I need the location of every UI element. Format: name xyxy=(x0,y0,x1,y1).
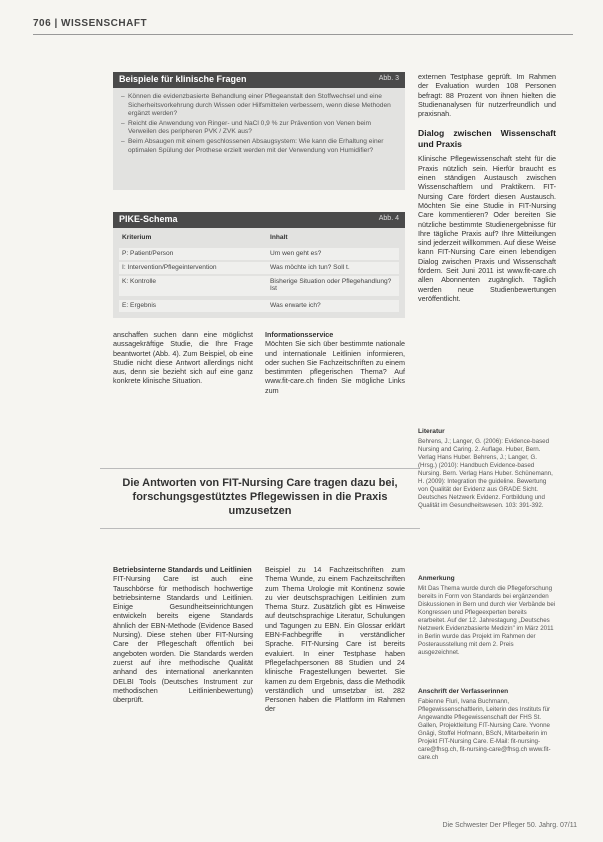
table-row xyxy=(119,300,399,312)
list-item: – Beim Absaugen mit einem geschlossenen Absaugsystem: Wie kann die Erhaltung einer optimalen Spülung der Prothese erzielt werden mit der Verwendung von Humidifier? xyxy=(121,138,397,155)
note-section xyxy=(418,575,556,657)
literature-heading: Literatur xyxy=(418,428,445,435)
literature-section xyxy=(418,428,556,510)
box-header xyxy=(113,72,405,88)
table-row xyxy=(119,262,399,274)
quote-rule-bottom xyxy=(100,528,420,529)
table-row xyxy=(119,276,399,296)
body-text-column-2 xyxy=(265,330,405,395)
box-title: PIKE-Schema xyxy=(119,214,178,224)
column-header: Kriterium xyxy=(122,234,152,241)
table-cell: Bisherige Situation oder Pflegehandlung? Ist xyxy=(270,278,392,292)
clinical-questions-box xyxy=(113,72,405,190)
authors-section xyxy=(418,688,556,762)
body-text-column-1-lower xyxy=(113,565,253,704)
authors-heading: Anschrift der Verfasserinnen xyxy=(418,688,509,695)
subheading: Informationsservice xyxy=(265,330,334,339)
header-rule xyxy=(33,34,573,35)
table-cell: K: Kontrolle xyxy=(122,278,157,285)
section-heading: Dialog zwischen Wissenschaft und Praxis xyxy=(418,128,556,149)
table-cell: I: Intervention/Pflegeintervention xyxy=(122,264,217,271)
paragraph: externen Testphase geprüft. Im Rahmen der Evaluation wurden 108 Personen befragt: 88 Prozent von ihnen hielten die Studienanalysen für nutzerfreundlich und praxisnah. xyxy=(418,72,556,119)
note-heading: Anmerkung xyxy=(418,575,455,582)
pull-quote: Die Antworten von FIT-Nursing Care tragen dazu bei, forschungsgestütztes Pflegewissen in die Praxis umzusetzen xyxy=(122,477,398,517)
subheading: Betriebsinterne Standards und Leitlinien xyxy=(113,565,252,574)
box-header xyxy=(113,212,405,228)
table-cell: E: Ergebnis xyxy=(122,302,157,309)
note-text: Mit Das Thema wurde durch die Pflegeforschung bereits in Form von Standards bei ergänzenden Diskussionen in Bern und durch vier Verbände bei Kongressen und Pflegeexperten bereits erarbeitet. Auf der 12. Jahrestagung „Deutsches Netzwerk Evidenzbasierte Medizin" im März 2011 in Berlin wurde das Projekt im Rahmen der Posterausstellung mit dem 2. Preis ausgezeichnet. xyxy=(418,585,556,656)
section-title: WISSENSCHAFT xyxy=(61,18,148,29)
list-item: – Reicht die Anwendung von Ringer- und NaCl 0,9 % zur Prävention von Venen beim Verweilen des peripheren PVK / ZVK aus? xyxy=(121,120,397,137)
page-footer: Die Schwester Der Pfleger 50. Jahrg. 07/11 xyxy=(442,822,577,829)
column-header: Inhalt xyxy=(270,234,288,241)
page-header: 706 | WISSENSCHAFT xyxy=(33,18,148,29)
table-cell: Was erwarte ich? xyxy=(270,302,321,309)
question-list xyxy=(121,93,397,156)
quote-rule-top xyxy=(100,468,420,469)
body-text-column-1: anschaffen suchen dann eine möglichst aussagekräftige Studie, die Ihre Frage beantwortet (Abb. 4). Zum Beispiel, ob eine Studie nicht diese Antwort allerdings nicht aus, denn sie bezieht sich auf eine ganz konkrete klinische Situation. xyxy=(113,330,253,386)
table-cell: Um wen geht es? xyxy=(270,250,322,257)
table-cell: P: Patient/Person xyxy=(122,250,174,257)
literature-text: Behrens, J.; Langer, G. (2006): Evidence-based Nursing and Caring. 2. Auflage. Huber, Bern. Verlag Hans Huber. Behrens, J.; Langer, G. (Hrsg.) (2010): Handbuch Evidence-based Nursing. Bern. Verlag Hans Huber. Schünemann, H. (2009): Integration the guideline. Bewertung von Qualität der Evidenz aus GRADE Sicht. Deutsches Netzwerk Evidenz. Fortbildung und Qualität im Gesundheitswesen. 103: 391-392. xyxy=(418,438,553,509)
paragraph: Klinische Pflegewissenschaft steht für die Praxis nützlich sein. Hierfür braucht es einen ständigen Austausch zwischen Wissenschaftlern und Praktikern. FIT-Nursing Care fördert diesen Austausch. Möchten Sie eine Studie in FIT-Nursing Care kommentieren? Oder bereiten Sie nützliche bestimmte Studienergebnisse für Ihre tägliche Praxis auf? Ihre Mitteilungen sind jederzeit willkommen. Auf diese Weise kann FIT-Nursing Care einen lebendigen Dialog zwischen Praxis und Wissenschaft fördern. Seit Juni 2011 ist www.fit-care.ch allen Abonnenten zugänglich. Täglich werden neue Studienbewertungen veröffentlicht. xyxy=(418,154,556,303)
box-title: Beispiele für klinische Fragen xyxy=(119,74,247,84)
body-text-column-2-lower: Beispiel zu 14 Fachzeitschriften zum Thema Wunde, zu einem Fachzeitschriften zum Thema Urologie mit Kontinenz sowie zu vier deutschsprachigen Leitlinien zum Thema Sturz. Zusätzlich gibt es Hinweise auf deutschsprachige Literatur, Schulungen und Tagungen zu EBN. Ein Glossar erklärt EBN-Fachbegriffe in verständlicher Sprache. FIT-Nursing Care ist bereits evaluiert. In einer Testphase haben Pflegefachpersonen 88 Studien und 24 klinische Fragestellungen bewertet. Sie kamen zu dem Ergebnis, dass die Methodik verständlich und umsetzbar ist. 282 Personen haben die Plattform im Rahmen der xyxy=(265,565,405,714)
authors-text: Fabienne Fluri, Ivana Buchmann, Pflegewissenschaftlerin, Leiterin des Instituts für Angewandte Pflegewissenschaft der FHS St. Gallen, Projektleitung FIT-Nursing Care. Yvonne Gnägi, Stoffel Hofmann, BScN, Mitarbeiterin im Projekt FIT-Nursing Care. E-Mail: fit-nursing-care@fhsg.ch, fit-nursing-care@fhsg.ch www.fit-care.ch xyxy=(418,698,551,761)
table-cell: Was möchte ich tun? Soll t. xyxy=(270,264,350,271)
table-header-row xyxy=(119,232,399,244)
body-text-column-3 xyxy=(418,72,556,303)
pike-scheme-box xyxy=(113,212,405,318)
paragraph: Möchten Sie sich über bestimmte nationale und internationale Leitlinien informieren, oder suchen Sie Fachzeitschriften zu einem bestimmten pflegerischen Thema? Auf www.fit-care.ch finden Sie mögliche Links zum xyxy=(265,339,405,395)
paragraph: FIT-Nursing Care ist auch eine Tauschbörse für methodisch hochwertige betriebsinterne Standards und Leitlinien. Einige Gesundheitseinrichtungen entwickeln bereits eigene Standards ähnlich der EBN-Methode (Evidence Based Nursing). Diese stehen über FIT-Nursing Care der Pflegeschaft öffentlich bei angeboten worden. Die Standards werden zuerst auf ihre methodische Qualität anhand des international anerkannten DELBI Tools (Deutsches Instrument zur methodischen Leitlinienbewertung) überprüft. xyxy=(113,574,253,705)
page-number: 706 xyxy=(33,18,52,29)
figure-label: Abb. 3 xyxy=(378,75,399,82)
figure-label: Abb. 4 xyxy=(378,215,399,222)
list-item: – Können die evidenzbasierte Behandlung einer Pflegeanstalt den Stoffwechsel und eine Sicherheitsvorkehrung durch Wissen oder Hilfsmittelen verbessern, wenn diese Methoden ergänzt werden? xyxy=(121,93,397,119)
table-row xyxy=(119,248,399,260)
